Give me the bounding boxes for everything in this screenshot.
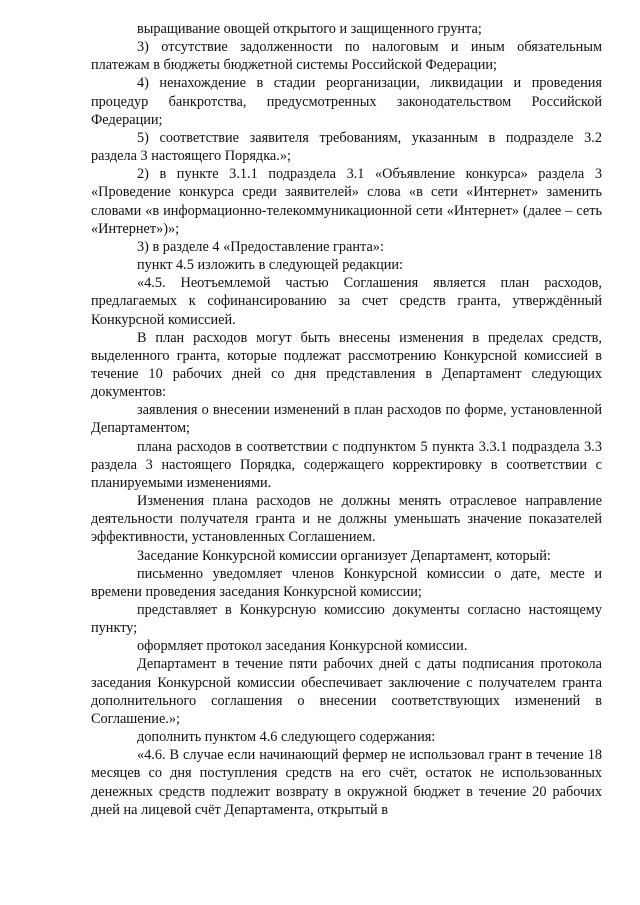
paragraph-internet-amendment: 2) в пункте 3.1.1 подраздела 3.1 «Объявление конкурса» раздела 3 «Проведение конкурса среди заявителей» слова «в сети «Интернет» заменить словами «в информационно-телекоммуникационной сети «Интернет» (далее – сеть «Интернет»)»; — [91, 166, 602, 237]
paragraph-submit-documents: представляет в Конкурсную комиссию документы согласно настоящему пункту; — [91, 602, 602, 637]
paragraph-plan-changes: В план расходов могут быть внесены изменения в пределах средств, выделенного гранта, которые подлежат рассмотрению Конкурсной комиссией в течение 10 рабочих дней со дня представления в Департамент следующих документов: — [91, 329, 602, 401]
paragraph-application: заявления о внесении изменений в план расходов по форме, установленной Департаментом; — [91, 402, 602, 437]
paragraph-additional-agreement: Департамент в течение пяти рабочих дней с даты подписания протокола заседания Конкурсной комиссии обеспечивает заключение с получателем гранта дополнительного соглашения о внесении соответствующих изменений в Соглашение.»; — [91, 656, 602, 727]
document-body — [91, 20, 602, 819]
paragraph-item-4-5: «4.5. Неотъемлемой частью Соглашения является план расходов, предлагаемых к софинансированию за счет средств гранта, утверждённый Конкурсной комиссией. — [91, 275, 602, 328]
paragraph-item-4-5-intro: пункт 4.5 изложить в следующей редакции: — [137, 257, 404, 274]
paragraph-no-debts: 3) отсутствие задолженности по налоговым и иным обязательным платежам в бюджеты бюджетной системы Российской Федерации; — [91, 39, 602, 74]
paragraph-expense-plan: плана расходов в соответствии с подпунктом 5 пункта 3.3.1 подраздела 3.3 раздела 3 настоящего Порядка, содержащего корректировку в соответствии с планируемыми изменениями. — [91, 438, 602, 491]
paragraph-section-4: 3) в разделе 4 «Предоставление гранта»: — [137, 238, 384, 255]
paragraph-item-4-6-intro: дополнить пунктом 4.6 следующего содержания: — [137, 729, 436, 746]
paragraph-plan-restrictions: Изменения плана расходов не должны менять отраслевое направление деятельности получателя гранта и не должны уменьшать значение показателей эффективности, установленных Соглашением. — [91, 493, 602, 546]
paragraph-protocol: оформляет протокол заседания Конкурсной комиссии. — [137, 638, 468, 655]
paragraph-notify-members: письменно уведомляет членов Конкурсной комиссии о дате, месте и времени проведения заседания Конкурсной комиссии; — [91, 565, 602, 600]
paragraph-item-4-6: «4.6. В случае если начинающий фермер не использовал грант в течение 18 месяцев со дня поступления средств на его счёт, остаток не использованных денежных средств подлежит возврату в окружной бюджет в течение 20 рабочих дней на лицевой счёт Департамента, открытый в — [91, 747, 602, 818]
paragraph-commission-meeting: Заседание Конкурсной комиссии организует Департамент, который: — [137, 547, 551, 564]
paragraph-vegetables: выращивание овощей открытого и защищенного грунта; — [137, 21, 482, 37]
paragraph-no-reorganization: 4) ненахождение в стадии реорганизации, ликвидации и проведения процедур банкротства, предусмотренных законодательством Российской Федерации; — [91, 75, 602, 128]
paragraph-compliance: 5) соответствие заявителя требованиям, указанным в подразделе 3.2 раздела 3 настоящего Порядка.»; — [91, 129, 602, 165]
